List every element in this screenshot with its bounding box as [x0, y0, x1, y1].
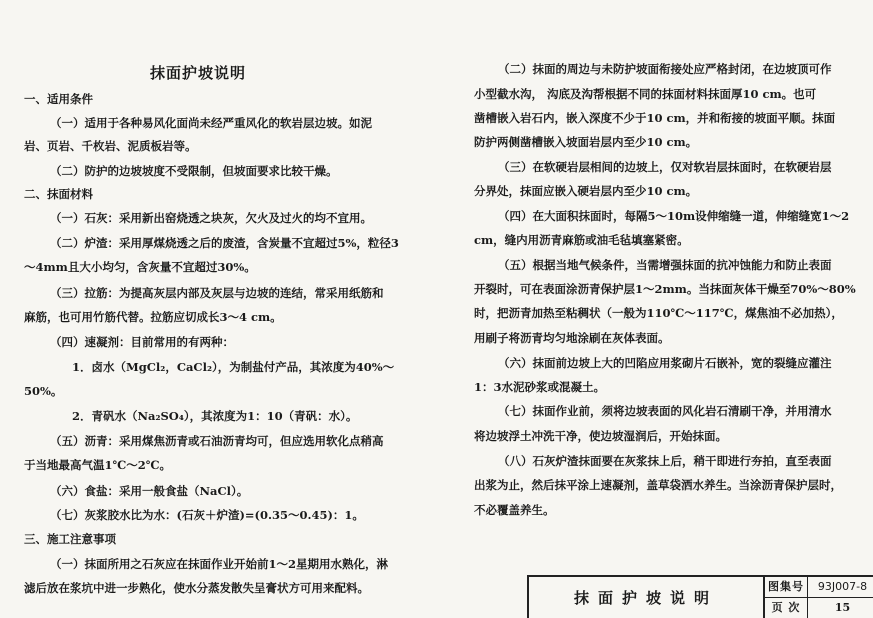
paragraph-line: 岩、页岩、千枚岩、泥质板岩等。 — [24, 139, 197, 153]
paragraph-line: （五）沥青：采用煤焦沥青或石油沥青均可，但应选用软化点稍高 — [50, 434, 384, 448]
paragraph-line: ～4mm且大小均匀，含灰量不宜超过30%。 — [24, 260, 256, 274]
title-block-name: 抹面护坡说明 — [573, 589, 718, 607]
paragraph-line: 1：3水泥砂浆或混凝土。 — [474, 380, 606, 394]
page-number-label: 页 次 — [765, 598, 808, 618]
paragraph-line: （七）灰浆胶水比为水：(石灰＋炉渣)=(0.35～0.45)：1。 — [50, 508, 364, 522]
paragraph-line: 50%。 — [24, 384, 63, 398]
paragraph-line: （六）食盐：采用一般食盐（NaCl）。 — [50, 484, 249, 498]
title-block — [527, 575, 873, 618]
paragraph-line: （四）速凝剂：目前常用的有两种： — [50, 335, 234, 349]
title-block-grid — [763, 577, 873, 618]
paragraph-line: 时，把沥青加热至粘稠状（一般为110℃～117℃，煤焦油不必加热）， — [474, 306, 843, 320]
paragraph-line: 凿槽嵌入岩石内，嵌入深度不少于10 cm，并和衔接的坡面平顺。抹面 — [474, 111, 836, 125]
paragraph-line: 开裂时，可在表面涂沥青保护层1～2mm。当抹面灰体干燥至70%～80% — [474, 282, 856, 296]
paragraph-line: 出浆为止，然后抹平涂上速凝剂，盖草袋洒水养生。当涂沥青保护层时， — [474, 478, 842, 492]
atlas-number-value: 93J007-8 — [817, 580, 868, 593]
paragraph-line: （一）适用于各种易风化面尚未经严重风化的软岩层边坡。如泥 — [50, 116, 372, 130]
paragraph-line: 防护两侧凿槽嵌入坡面岩层内至少10 cm。 — [474, 135, 698, 149]
paragraph-line: （二）抹面的周边与未防护坡面衔接处应严格封闭，在边坡顶可作 — [498, 62, 832, 76]
paragraph-line: 1．卤水（MgCl₂，CaCl₂），为制盐付产品，其浓度为40%～ — [72, 360, 395, 374]
page-number-row — [765, 598, 873, 618]
paragraph-line: 分界处，抹面应嵌入硬岩层内至少10 cm。 — [474, 184, 698, 198]
paragraph-line: （六）抹面前边坡上大的凹陷应用浆砌片石嵌补，宽的裂缝应灌注 — [498, 356, 832, 370]
section-heading: 二、抹面材料 — [24, 187, 93, 201]
paragraph-line: 小型截水沟， 沟底及沟帮根据不同的抹面材料抹面厚10 cm。也可 — [474, 87, 817, 101]
paragraph-line: （七）抹面作业前，须将边坡表面的风化岩石清刷干净，并用清水 — [498, 404, 832, 418]
paragraph-line: 滤后放在浆坑中进一步熟化，使水分蒸发散失呈膏状方可用来配料。 — [24, 581, 369, 595]
document-title: 抹面护坡说明 — [150, 64, 247, 82]
section-heading: 三、施工注意事项 — [24, 532, 116, 546]
paragraph-line: （四）在大面积抹面时，每隔5～10m设伸缩缝一道，伸缩缝宽1～2 — [498, 209, 850, 223]
paragraph-line: 不必覆盖养生。 — [474, 503, 555, 517]
paragraph-line: （一）抹面所用之石灰应在抹面作业开始前1～2星期用水熟化，淋 — [50, 557, 388, 571]
paragraph-line: 于当地最高气温1℃～2℃。 — [24, 458, 172, 472]
paragraph-line: （二）防护的边坡坡度不受限制，但坡面要求比较干燥。 — [50, 164, 338, 178]
paragraph-line: （一）石灰：采用新出窑烧透之块灰，欠火及过火的均不宜用。 — [50, 211, 372, 225]
paragraph-line: （三）拉筋：为提高灰层内部及灰层与边坡的连结，常采用纸筋和 — [50, 286, 384, 300]
paragraph-line: （五）根据当地气候条件，当需增强抹面的抗冲蚀能力和防止表面 — [498, 258, 832, 272]
paragraph-line: （二）炉渣：采用厚煤烧透之后的废渣，含炭量不宜超过5%，粒径3 — [50, 236, 399, 250]
page-number-value: 15 — [834, 601, 851, 614]
paragraph-line: cm，缝内用沥青麻筋或油毛毡填塞紧密。 — [474, 233, 689, 247]
atlas-number-row — [765, 577, 873, 598]
section-heading: 一、适用条件 — [24, 92, 93, 106]
paragraph-line: 麻筋，也可用竹筋代替。拉筋应切成长3～4 cm。 — [24, 310, 282, 324]
paragraph-line: 将边坡浮土冲洗干净，使边坡湿润后，开始抹面。 — [474, 429, 727, 443]
paragraph-line: （八）石灰炉渣抹面要在灰浆抹上后，稍干即进行夯拍，直至表面 — [498, 454, 832, 468]
atlas-number-label: 图集号 — [765, 577, 808, 597]
paragraph-line: 2．青矾水（Na₂SO₄），其浓度为1：10（青矾：水）。 — [72, 409, 358, 423]
paragraph-line: （三）在软硬岩层相间的边坡上，仅对软岩层抹面时，在软硬岩层 — [498, 160, 832, 174]
paragraph-line: 用刷子将沥青均匀地涂刷在灰体表面。 — [474, 331, 670, 345]
